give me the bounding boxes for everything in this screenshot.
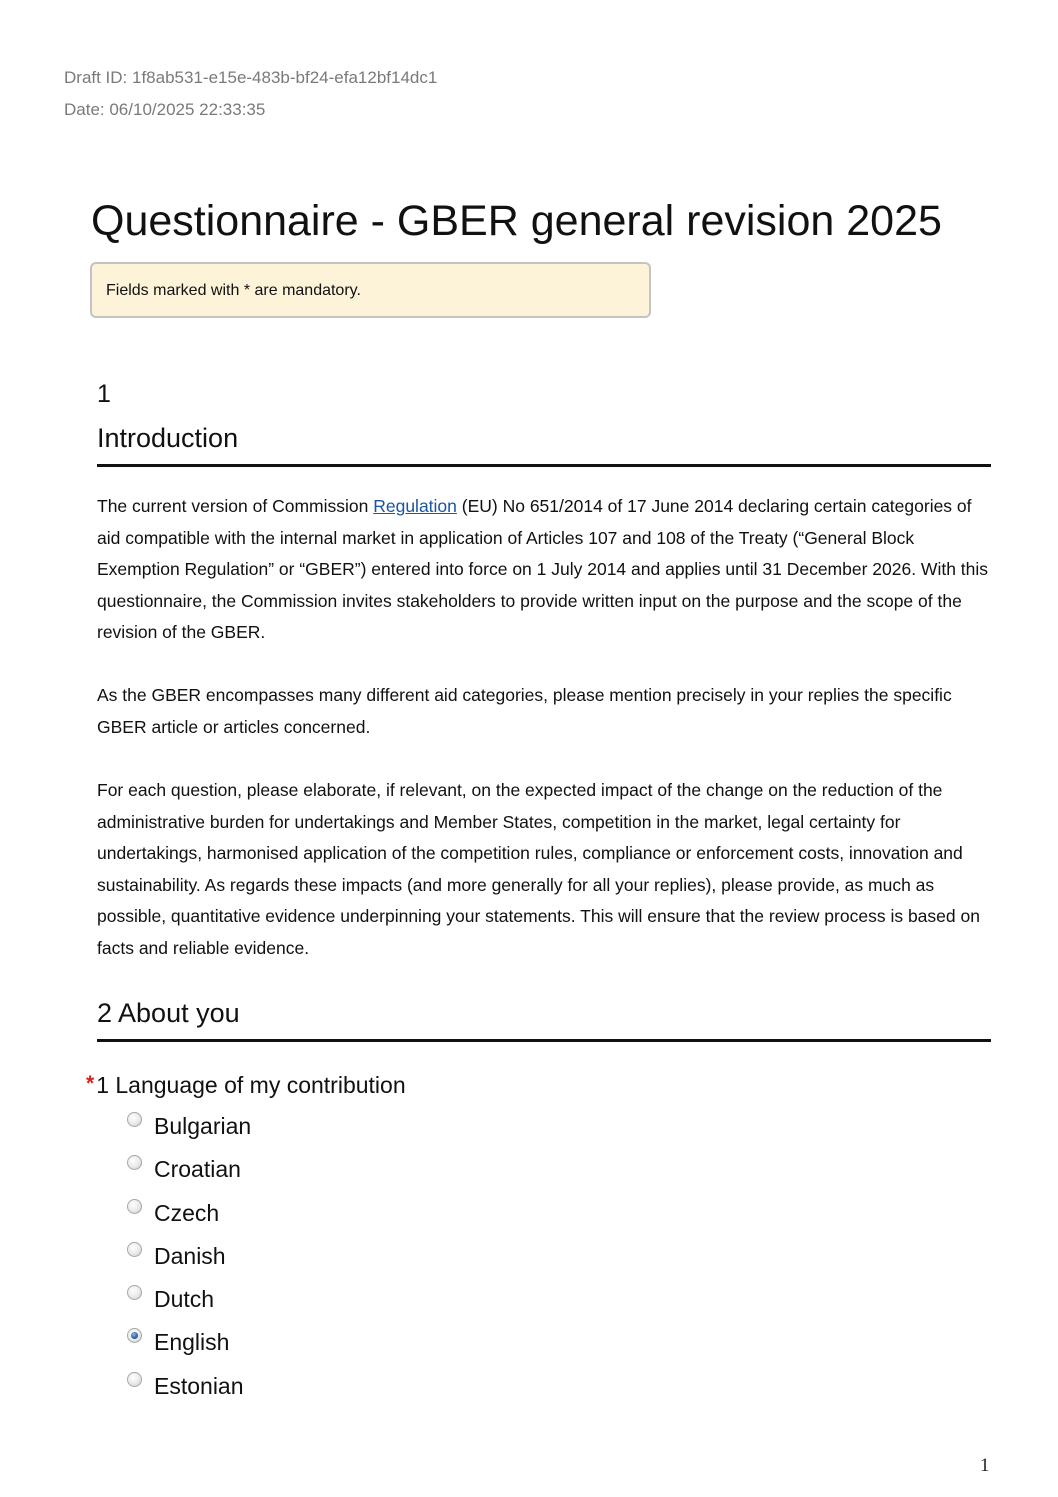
- language-option-label: Estonian: [154, 1372, 244, 1399]
- language-option-label: Dutch: [154, 1286, 215, 1313]
- regulation-link[interactable]: Regulation: [373, 496, 457, 516]
- section-heading-introduction: Introduction: [97, 422, 991, 467]
- language-option[interactable]: [126, 1151, 251, 1194]
- page-title: Questionnaire - GBER general revision 2025: [91, 197, 942, 245]
- radio-button[interactable]: [127, 1199, 142, 1214]
- intro-paragraph-3: For each question, please elaborate, if relevant, on the expected impact of the change on the reduction of the administrative burden for undertakings and Member States, competition in the market, legal certainty for undertakings, harmonised application of the competition rules, compliance or enforcement costs, innovation and sustainability. As regards these impacts (and more generally for all your replies), please provide, as much as possible, quantitative evidence underpinning your statements. This will ensure that the review process is based on facts and reliable evidence.: [97, 780, 980, 958]
- language-option[interactable]: [126, 1368, 251, 1411]
- required-asterisk: *: [86, 1072, 95, 1095]
- language-option[interactable]: [126, 1324, 251, 1367]
- radio-button[interactable]: [127, 1155, 142, 1170]
- radio-button-selected[interactable]: [127, 1328, 142, 1343]
- intro-paragraph-1: [97, 491, 992, 649]
- language-option-label: Danish: [154, 1242, 226, 1269]
- mandatory-fields-notice: Fields marked with * are mandatory.: [90, 262, 651, 318]
- radio-button[interactable]: [127, 1285, 142, 1300]
- radio-button[interactable]: [127, 1242, 142, 1257]
- language-options: [126, 1108, 251, 1411]
- draft-date: Date: 06/10/2025 22:33:35: [64, 100, 266, 119]
- language-option[interactable]: [126, 1195, 251, 1238]
- question-language-label: 1 Language of my contribution: [96, 1072, 406, 1098]
- draft-id: Draft ID: 1f8ab531-e15e-483b-bf24-efa12bf14dc1: [64, 68, 438, 87]
- language-option-label: English: [154, 1329, 230, 1356]
- language-option[interactable]: [126, 1108, 251, 1151]
- language-option-label: Bulgarian: [154, 1113, 252, 1139]
- radio-button[interactable]: [127, 1372, 142, 1387]
- section-number: 1: [97, 380, 111, 408]
- language-option[interactable]: [126, 1281, 251, 1324]
- question-language: [86, 1070, 406, 1102]
- radio-button[interactable]: [127, 1112, 142, 1127]
- language-option[interactable]: [126, 1238, 251, 1281]
- intro-paragraph-1-end: (EU) No 651/2014 of 17 June 2014 declaring certain categories of aid compatible with the internal market in application of Articles 107 and 108 of the Treaty (“General Block Exemption Regulation” or “GBER”) entered into force on 1 July 2014 and applies until 31 December 2026. With this questionnaire, the Commission invites stakeholders to provide written input on the purpose and the scope of the revision of the GBER.: [97, 496, 989, 642]
- language-option-label: Czech: [154, 1199, 220, 1226]
- intro-paragraph-1-start: The current version of Commission: [97, 496, 374, 516]
- language-option-label: Croatian: [154, 1156, 241, 1183]
- section-heading-about-you: 2 About you: [97, 997, 991, 1042]
- page-number: 1: [980, 1455, 990, 1476]
- intro-paragraph-2: As the GBER encompasses many different aid categories, please mention precisely in your replies the specific GBER article or articles concerned.: [97, 685, 952, 737]
